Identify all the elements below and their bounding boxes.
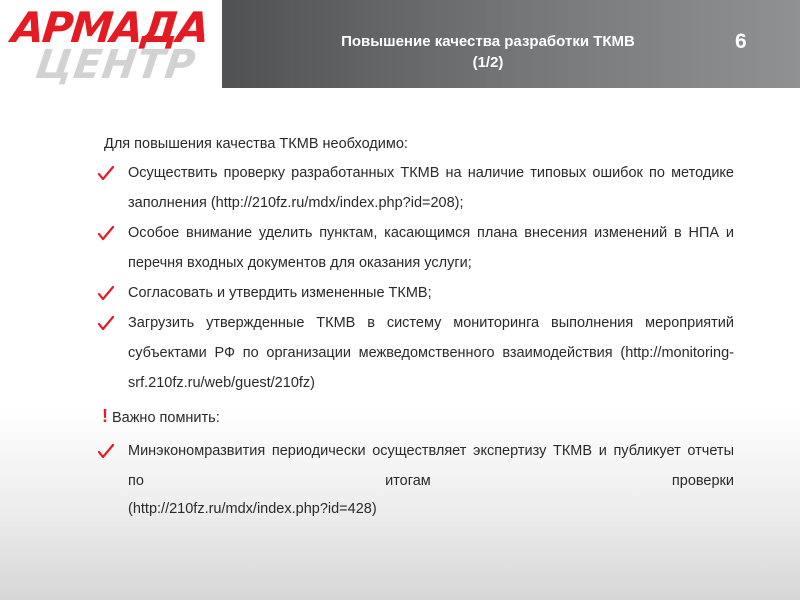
list-item	[98, 308, 734, 398]
page-title	[268, 31, 708, 73]
checkmark-icon	[98, 315, 114, 331]
checkmark-icon	[98, 225, 114, 241]
logo	[0, 0, 222, 90]
page-number: 6	[735, 30, 747, 53]
list-item	[98, 278, 734, 308]
slide-content	[98, 134, 734, 524]
list-item-text: Особое внимание уделить пунктам, касающимся плана внесения изменений в НПА и перечня входных документов для оказания услуги;	[128, 225, 734, 271]
list-item-text: Загрузить утвержденные ТКМВ в систему мониторинга выполнения мероприятий субъектами РФ по организации межведомственного взаимодействия (http://monitoring-srf.210fz.ru/web/guest/210fz)	[128, 315, 734, 391]
page-title-line1: Повышение качества разработки ТКМВ	[341, 33, 635, 50]
list-item	[98, 436, 734, 496]
list-item-text: Осуществить проверку разработанных ТКМВ на наличие типовых ошибок по методике заполнения (http://210fz.ru/mdx/index.php?id=208);	[128, 165, 734, 211]
exclamation-mark: !	[102, 406, 108, 426]
checkmark-icon	[98, 285, 114, 301]
list-item-link[interactable]: (http://210fz.ru/mdx/index.php?id=428)	[128, 501, 377, 517]
list-item	[98, 218, 734, 278]
important-note	[102, 402, 734, 432]
important-note-text: Важно помнить:	[112, 410, 220, 426]
checkmark-icon	[98, 443, 114, 459]
logo-text-centr: ЦЕНТР	[32, 42, 199, 88]
intro-text: Для повышения качества ТКМВ необходимо:	[104, 136, 408, 152]
logo-text-armada: АРМАДА	[9, 3, 211, 52]
list-item-text: Согласовать и утвердить измененные ТКМВ;	[128, 285, 432, 301]
list-item-text: Минэкономразвития периодически осуществляет экспертизу ТКМВ и публикует отчеты по итогам проверки	[128, 443, 734, 489]
list-item	[98, 158, 734, 218]
checkmark-icon	[98, 165, 114, 181]
page-title-line2: (1/2)	[472, 54, 504, 71]
